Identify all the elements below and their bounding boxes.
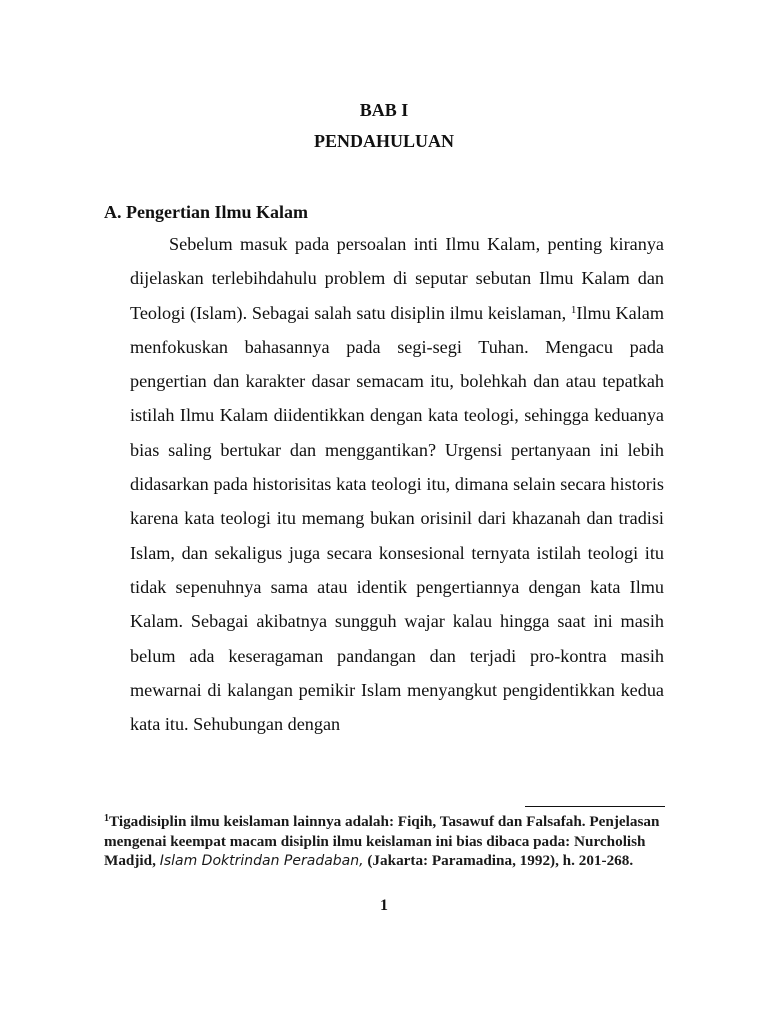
footnote-text-part-2: (Jakarta: Paramadina, 1992), h. 201-268. — [363, 852, 634, 869]
body-text-part-1: Sebelum masuk pada persoalan inti Ilmu Kalam, penting kiranya dijelaskan terlebihdahulu problem di seputar sebutan Ilmu Kalam dan Teologi (Islam). Sebagai salah satu disiplin ilmu keislaman, — [130, 234, 664, 323]
section-heading: A. Pengertian Ilmu Kalam — [104, 202, 308, 222]
page-number: 1 — [380, 897, 388, 914]
chapter-number: BAB I — [359, 100, 409, 120]
footnote-separator — [525, 806, 665, 807]
body-paragraph — [130, 227, 664, 741]
footnote — [104, 812, 664, 872]
footnote-reference: 1 — [570, 303, 577, 316]
footnote-number: 1 — [104, 813, 109, 824]
chapter-title: PENDAHULUAN — [313, 131, 454, 151]
footnote-text-part-1: Tigadisiplin ilmu keislaman lainnya adalah: Fiqih, Tasawuf dan Falsafah. Penjelasan mengenai keempat macam disiplin ilmu keislaman ini bias dibaca pada: Nurcholish Madjid, — [104, 813, 660, 869]
body-text-part-2: Ilmu Kalam menfokuskan bahasannya pada segi-segi Tuhan. Mengacu pada pengertian dan karakter dasar semacam itu, bolehkah dan atau tepatkah istilah Ilmu Kalam diidentikkan dengan kata teologi, sehingga keduanya bias saling bertukar dan menggantikan? Urgensi pertanyaan ini lebih didasarkan pada historisitas kata teologi itu, dimana selain secara historis karena kata teologi itu memang bukan orisinil dari khazanah dan tradisi Islam, dan sekaligus juga secara konsesional ternyata istilah teologi itu tidak sepenuhnya sama atau identik pengertiannya dengan kata Ilmu Kalam. Sebagai akibatnya sungguh wajar kalau hingga saat ini masih belum ada keseragaman pandangan dan terjadi pro-kontra masih mewarnai di kalangan pemikir Islam menyangkut pengidentikkan kedua kata itu. Sehubungan dengan — [130, 302, 664, 735]
footnote-book-title: Islam Doktrindan Peradaban, — [159, 853, 364, 869]
